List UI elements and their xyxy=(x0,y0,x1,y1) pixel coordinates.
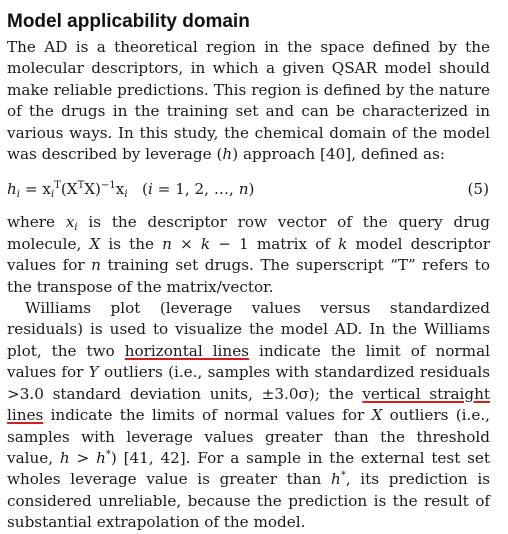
paragraph-williams-plot: Williams plot (leverage values versus standardized residuals) is used to visualize the model AD. In the Williams plot, the two horizontal lines indicate the limit of normal values for Y outliers (i.e., samples with standardized residuals >3.0 standard deviation units, ±3.0σ); the vertical straight lines indicate the limits of normal values for X outliers (i.e., samples with leverage values greater than the threshold value, h > h*) [41, 42]. For a sample in the external test set wholes leverage value is greater than h*, its prediction is considered unreliable, because the prediction is the result of substantial extrapolation of the model. xyxy=(7,299,491,532)
paragraph-definitions: where $x_i$ is the descriptor row vector of the query drug molecule, X is the n × k − 1 matrix of k model descriptor values for n training set drugs. The superscript “T” refers to the transpose of the matrix/vector. xyxy=(7,213,490,296)
section-heading: Model applicability domain xyxy=(7,11,250,32)
paragraph-intro-tail: ) approach [40], defined as: xyxy=(232,145,445,164)
leverage-symbol: h xyxy=(222,145,233,164)
equation-5 xyxy=(7,178,490,200)
highlighted-vertical-lines: vertical straight lines xyxy=(7,384,490,425)
highlighted-horizontal-lines: horizontal lines xyxy=(124,341,249,360)
paragraph-intro xyxy=(7,37,490,165)
leverage-equation: $h_i = x_i^T(X^TX)^{-1}x_i$ (i = 1, 2, …, n) xyxy=(7,180,255,201)
equation-number: (5) xyxy=(467,180,489,199)
paragraph-intro-text: The AD is a theoretical region in the space defined by the molecular descriptors, in which a given QSAR model should make reliable predictions. This region is defined by the nature of the drugs in the training set and can be characterized in various ways. In this study, the chemical domain of the model was described by leverage ( xyxy=(7,38,490,164)
